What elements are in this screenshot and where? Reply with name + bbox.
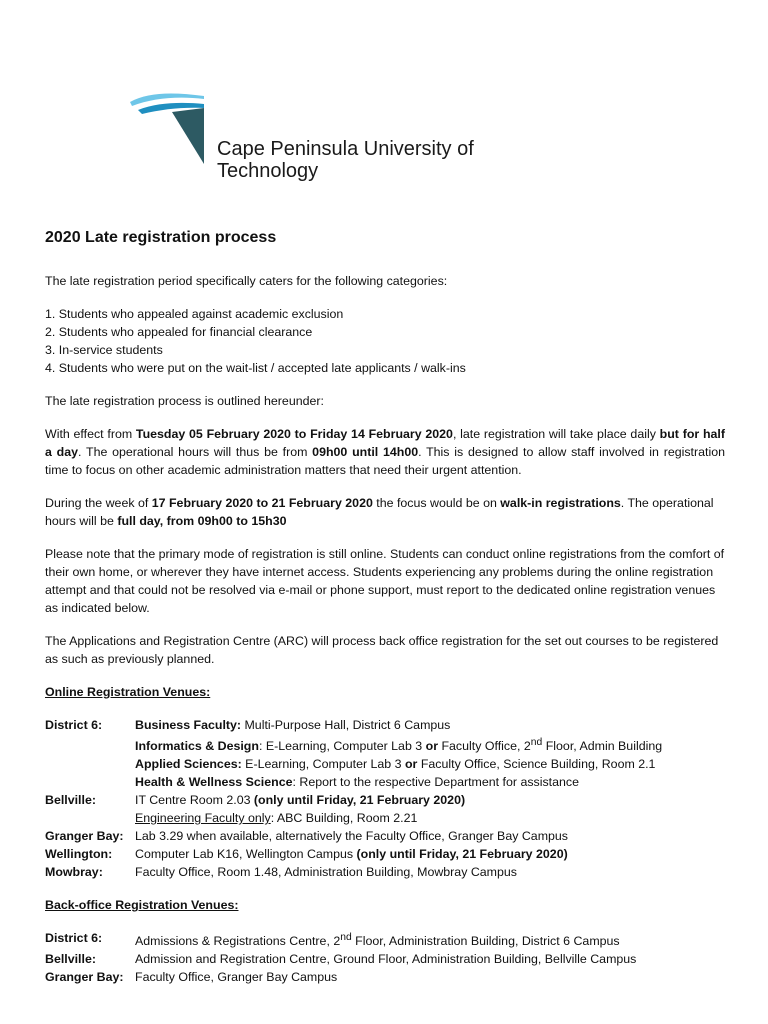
faculty-name: Applied Sciences: (135, 757, 242, 772)
p1-text: . This is designed to allow staff involved in registration time to focus on other academic administration matters that need their urgent attention. (45, 445, 725, 477)
venue-value (135, 929, 725, 950)
venue-row (45, 950, 725, 968)
category-list (45, 305, 725, 377)
faculty-venue: E-Learning, Computer Lab 3 (241, 757, 405, 772)
p2-text: the focus would be on (372, 496, 501, 510)
venue-value (135, 791, 725, 827)
intro-text: The late registration period specifically caters for the following categories: (45, 274, 448, 288)
p1-text: . The operational hours will thus be from (78, 445, 313, 459)
venue-text: : ABC Building, Room 2.21 (270, 811, 418, 826)
online-venues-heading-text: Online Registration Venues: (45, 685, 211, 699)
p2-walkin: walk-in registrations (500, 496, 621, 510)
venue-value (135, 845, 725, 863)
venue-label: District 6: (45, 931, 103, 946)
venue-row (45, 929, 725, 950)
category-item: 4. Students who were put on the wait-list / accepted late applicants / walk-ins (45, 361, 466, 375)
p2-hours: full day, from 09h00 to 15h30 (117, 514, 287, 528)
category-item: 2. Students who appealed for financial clearance (45, 325, 313, 339)
faculty-venue: Floor, Admin Building (542, 739, 663, 754)
p1-dates: Tuesday 05 February 2020 to Friday 14 February 2020 (135, 427, 453, 441)
venue-label: Bellville: (45, 952, 96, 967)
or-text: or (404, 757, 418, 772)
venue-value: Faculty Office, Granger Bay Campus (135, 970, 338, 985)
venue-label: District 6: (45, 718, 103, 732)
category-item: 1. Students who appealed against academic exclusion (45, 307, 344, 321)
venue-row (45, 863, 725, 881)
university-name (217, 138, 474, 182)
p1-half-day: but for half a day (45, 427, 725, 459)
paragraph-online: Please note that the primary mode of registration is still online. Students can conduct online registrations from the comfort of their own home, or wherever they have internet access. Students experiencing any problems during the online registration attempt and that could not be resolved via e-mail or phone support, must report to the dedicated online registration venues as indicated below. (45, 547, 725, 615)
venue-value: Admission and Registration Centre, Ground Floor, Administration Building, Bellville Campus (135, 952, 637, 967)
venue-value (135, 716, 725, 791)
venue-row (45, 791, 725, 827)
venue-row (45, 845, 725, 863)
venue-value: Lab 3.29 when available, alternatively the Faculty Office, Granger Bay Campus (135, 829, 568, 844)
online-venues-heading (45, 683, 725, 701)
faculty-venue: Faculty Office, Science Building, Room 2.1 (417, 757, 656, 772)
paragraph-dates (45, 425, 725, 479)
p2-text: During the week of (45, 496, 152, 510)
outline-text: The late registration process is outlined hereunder: (45, 394, 324, 408)
superscript: nd (340, 932, 352, 944)
venue-row (45, 968, 725, 986)
faculty-name: Health & Wellness Science (135, 775, 293, 790)
superscript: nd (530, 737, 543, 748)
faculty-venue: : E-Learning, Computer Lab 3 (258, 739, 426, 754)
venue-label: Bellville: (45, 793, 96, 808)
category-item: 3. In-service students (45, 343, 163, 357)
p2-dates: 17 February 2020 to 21 February 2020 (151, 496, 373, 510)
venue-note: (only until Friday, 21 February 2020) (253, 793, 466, 808)
venue-note: (only until Friday, 21 February 2020) (356, 847, 568, 862)
faculty-venue: : Report to the respective Department for assistance (292, 775, 579, 790)
venue-row (45, 716, 725, 791)
document-body (45, 226, 725, 986)
paragraph-arc: The Applications and Registration Centre (ARC) will process back office registration for the set out courses to be registered as such as previously planned. (45, 634, 719, 666)
venue-label: Wellington: (45, 847, 113, 862)
venue-text: Engineering Faculty only (135, 811, 271, 826)
back-office-venues (45, 929, 725, 986)
cput-logo (128, 90, 208, 170)
or-text: or (425, 739, 439, 754)
back-office-heading-text: Back-office Registration Venues: (45, 898, 239, 913)
p1-text: With effect from (45, 427, 136, 441)
faculty-name: Business Faculty: (135, 718, 242, 732)
back-office-heading (45, 896, 725, 914)
venue-text: Computer Lab K16, Wellington Campus (135, 847, 357, 862)
venue-label: Mowbray: (45, 865, 103, 880)
faculty-venue: Faculty Office, 2 (438, 739, 531, 754)
paragraph-walkin (45, 494, 725, 530)
venue-label: Granger Bay: (45, 970, 124, 985)
university-name-line2: Technology (217, 160, 319, 182)
logo-fin (172, 108, 204, 164)
document-title: 2020 Late registration process (45, 229, 277, 246)
faculty-name: Informatics & Design (135, 739, 259, 754)
venue-text: Admissions & Registrations Centre, 2 (135, 934, 341, 949)
venue-label: Granger Bay: (45, 829, 124, 844)
p1-text: , late registration will take place daily (452, 427, 660, 441)
venue-row (45, 827, 725, 845)
university-name-line1: Cape Peninsula University of (217, 138, 474, 160)
venue-value: Faculty Office, Room 1.48, Administration Building, Mowbray Campus (135, 865, 517, 880)
venue-text: Floor, Administration Building, District 6 Campus (351, 934, 620, 949)
faculty-venue: Multi-Purpose Hall, District 6 Campus (241, 718, 451, 732)
venue-text: IT Centre Room 2.03 (135, 793, 254, 808)
online-venues (45, 716, 725, 881)
p1-hours: 09h00 until 14h00 (312, 445, 419, 459)
p2-text: . The operational hours will be (45, 496, 714, 528)
